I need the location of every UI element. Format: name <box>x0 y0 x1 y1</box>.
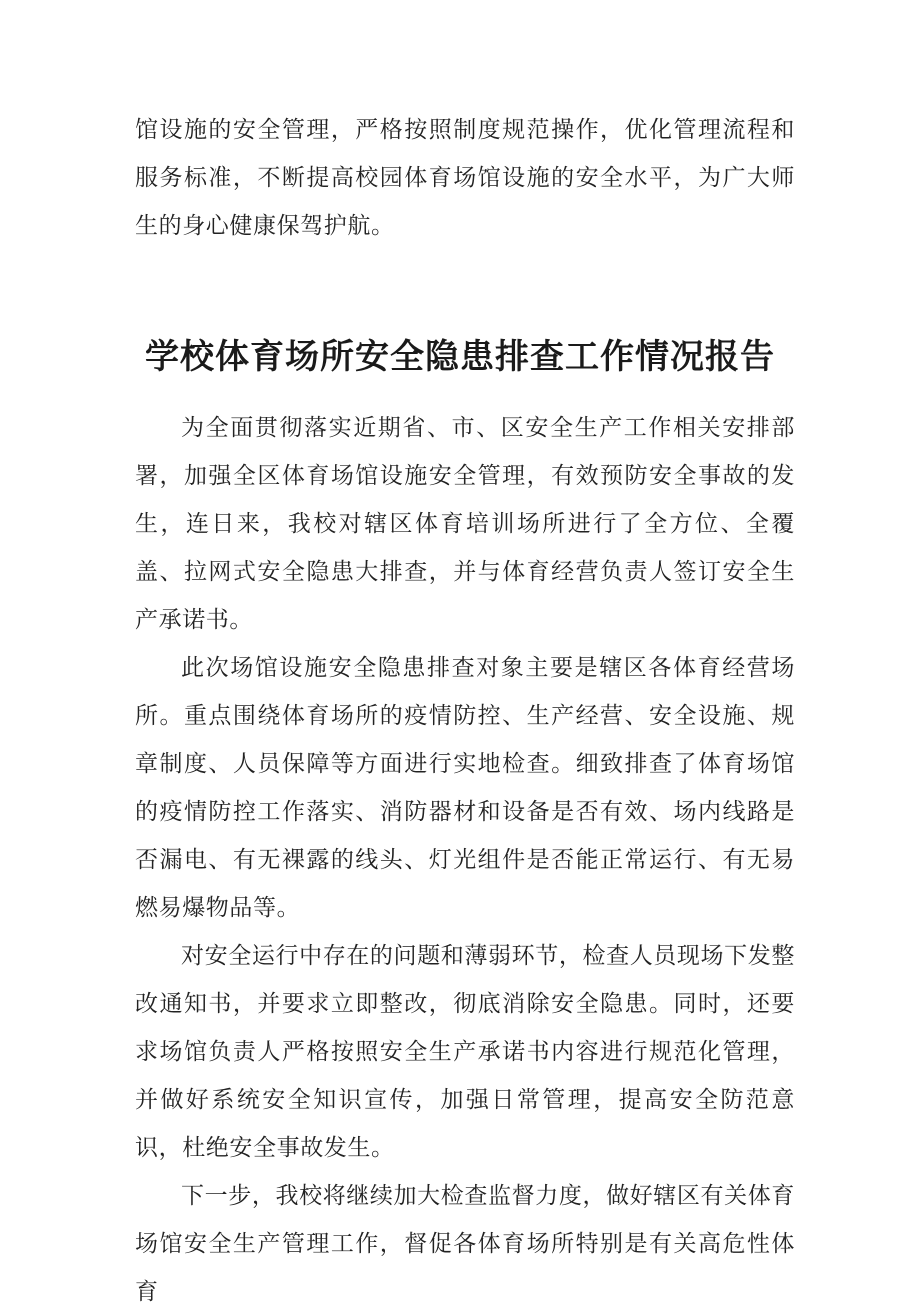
paragraph-3: 对安全运行中存在的问题和薄弱环节，检查人员现场下发整改通知书，并要求立即整改，彻底消除安全隐患。同时，还要求场馆负责人严格按照安全生产承诺书内容进行规范化管理，并做好系统安全知识宣传，加强日常管理，提高安全防范意识，杜绝安全事故发生。 <box>135 943 795 1161</box>
paragraph-1: 为全面贯彻落实近期省、市、区安全生产工作相关安排部署，加强全区体育场馆设施安全管理，有效预防安全事故的发生，连日来，我校对辖区体育培训场所进行了全方位、全覆盖、拉网式安全隐患大排查，并与体育经营负责人签订安全生产承诺书。 <box>135 415 795 633</box>
continuation-paragraph: 馆设施的安全管理，严格按照制度规范操作，优化管理流程和服务标准，不断提高校园体育场馆设施的安全水平，为广大师生的身心健康保驾护航。 <box>135 117 795 239</box>
report-title: 学校体育场所安全隐患排查工作情况报告 <box>145 336 775 377</box>
report-body <box>135 404 795 1316</box>
paragraph-4: 下一步，我校将继续加大检查监督力度，做好辖区有关体育场馆安全生产管理工作，督促各体育场所特别是有关高危性体育 <box>135 1183 795 1305</box>
paragraph-2: 此次场馆设施安全隐患排查对象主要是辖区各体育经营场所。重点围绕体育场所的疫情防控、生产经营、安全设施、规章制度、人员保障等方面进行实地检查。细致排查了体育场馆的疫情防控工作落实、消防器材和设备是否有效、场内线路是否漏电、有无裸露的线头、灯光组件是否能正常运行、有无易燃易爆物品等。 <box>135 655 795 921</box>
